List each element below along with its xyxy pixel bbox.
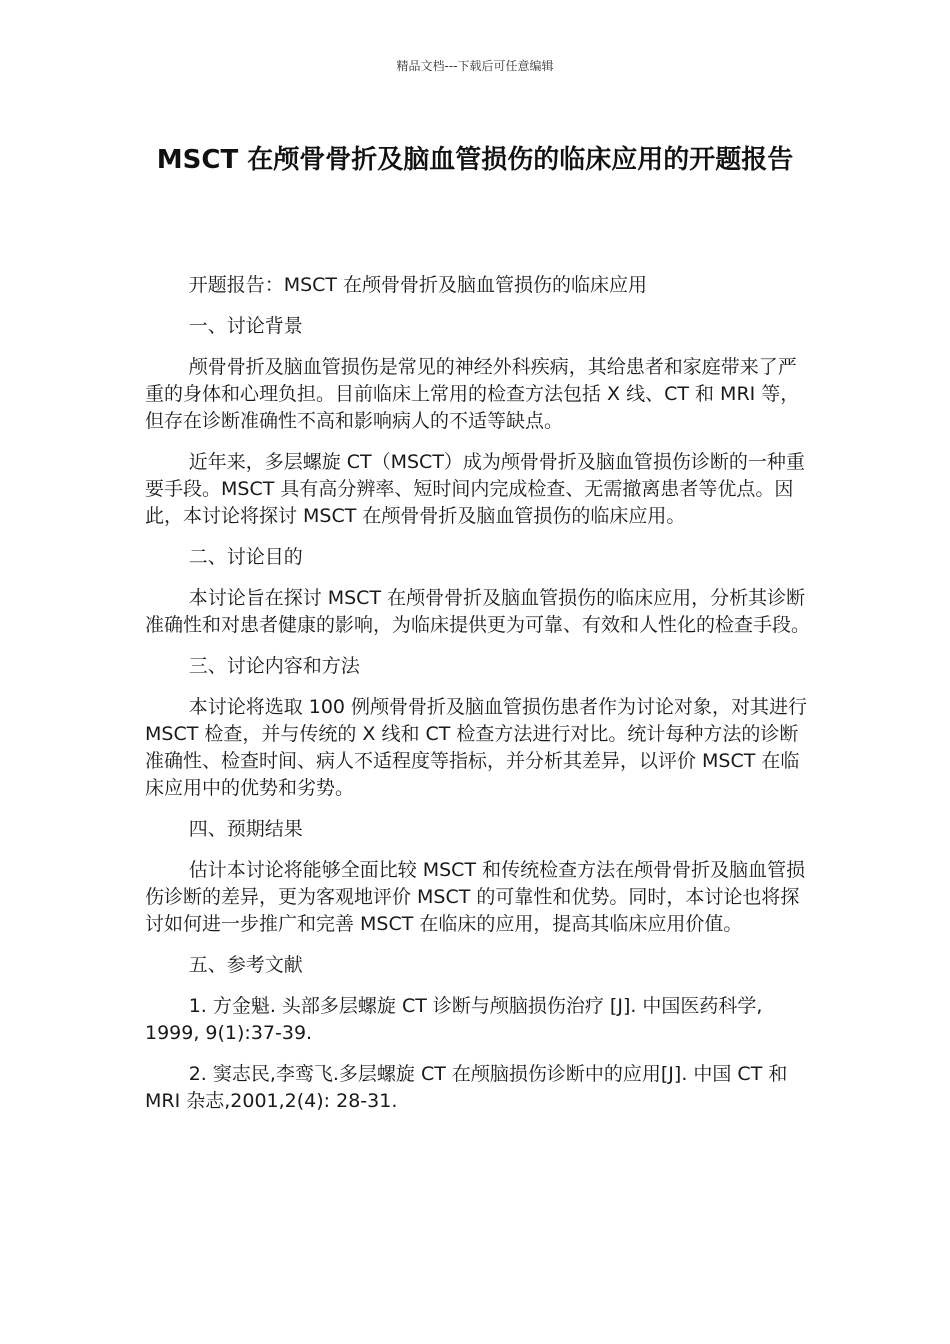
report-subtitle: 开题报告：MSCT 在颅骨骨折及脑血管损伤的临床应用 [188, 274, 648, 296]
methods-paragraph: 本讨论将选取 100 例颅骨骨折及脑血管损伤患者作为讨论对象，对其进行 MSCT 检查，并与传统的 X 线和 CT 检查方法进行对比。统计每种方法的诊断准确性、检查时间、病人不适程度等指标，并分析其差异，以评价 MSCT 在临床应用中的优势和劣势。 [145, 696, 808, 799]
page-header: 精品文档---下载后可任意编辑 [396, 59, 554, 73]
reference-item-1: 1. 方金魁. 头部多层螺旋 CT 诊断与颅脑损伤治疗 [J]. 中国医药科学, 1999, 9(1):37-39. [145, 995, 763, 1044]
purpose-paragraph: 本讨论旨在探讨 MSCT 在颅骨骨折及脑血管损伤的临床应用，分析其诊断准确性和对患者健康的影响，为临床提供更为可靠、有效和人性化的检查手段。 [145, 587, 811, 636]
reference-item-2: 2. 窦志民,李鸾飞.多层螺旋 CT 在颅脑损伤诊断中的应用[J]. 中国 CT 和 MRI 杂志,2001,2(4): 28-31. [145, 1063, 788, 1112]
background-paragraph-2: 近年来，多层螺旋 CT（MSCT）成为颅骨骨折及脑血管损伤诊断的一种重要手段。MSCT 具有高分辨率、短时间内完成检查、无需撤离患者等优点。因此，本讨论将探讨 MSCT 在颅骨骨折及脑血管损伤的临床应用。 [145, 451, 805, 527]
document-body [145, 272, 810, 1129]
section-heading-methods: 三、讨论内容和方法 [188, 655, 360, 677]
section-heading-expected-results: 四、预期结果 [188, 818, 303, 840]
background-paragraph-1: 颅骨骨折及脑血管损伤是常见的神经外科疾病，其给患者和家庭带来了严重的身体和心理负担。目前临床上常用的检查方法包括 X 线、CT 和 MRI 等，但存在诊断准确性不高和影响病人的不适等缺点。 [145, 356, 800, 432]
expected-results-paragraph: 估计本讨论将能够全面比较 MSCT 和传统检查方法在颅骨骨折及脑血管损伤诊断的差异，更为客观地评价 MSCT 的可靠性和优势。同时，本讨论也将探讨如何进一步推广和完善 MSCT 在临床的应用，提高其临床应用价值。 [145, 859, 806, 935]
section-heading-purpose: 二、讨论目的 [188, 546, 303, 568]
section-heading-background: 一、讨论背景 [188, 315, 303, 337]
section-heading-references: 五、参考文献 [188, 954, 303, 976]
document-title: MSCT 在颅骨骨折及脑血管损伤的临床应用的开题报告 [156, 145, 794, 175]
